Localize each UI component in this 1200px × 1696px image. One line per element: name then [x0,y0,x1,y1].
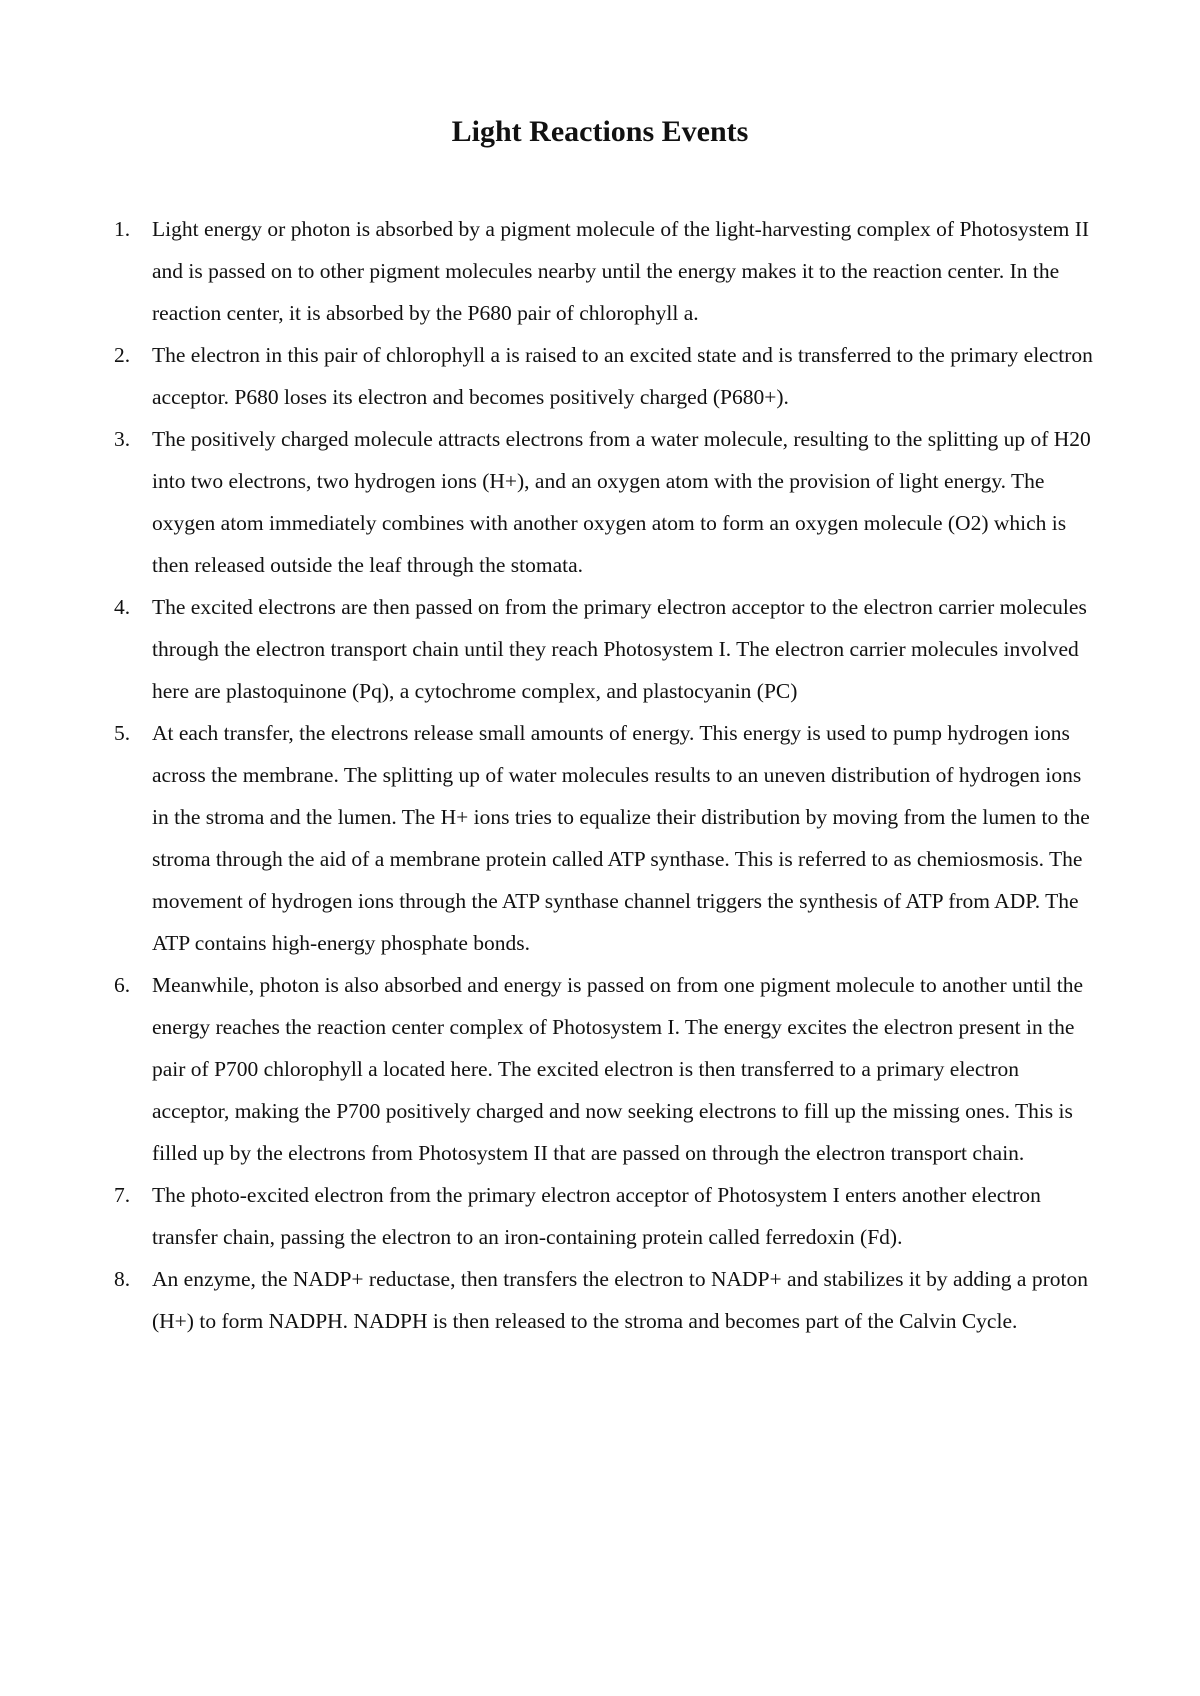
list-item [110,1258,1100,1342]
list-item [110,712,1100,964]
list-item-number: 8. [114,1267,131,1291]
list-item [110,418,1100,586]
page-title: Light Reactions Events [451,115,749,148]
list-item-text: The positively charged molecule attracts electrons from a water molecule, resulting to the splitting up of H20 into two electrons, two hydrogen ions (H+), and an oxygen atom with the provision of light energy. The oxygen atom immediately combines with another oxygen atom to form an oxygen molecule (O2) which is then released outside the leaf through the stomata. [152,427,1091,577]
list-item-number: 5. [114,721,131,745]
list-item-text: The electron in this pair of chlorophyll a is raised to an excited state and is transferred to the primary electron acceptor. P680 loses its electron and becomes positively charged (P680+). [152,343,1093,409]
list-item-text: An enzyme, the NADP+ reductase, then transfers the electron to NADP+ and stabilizes it by adding a proton (H+) to form NADPH. NADPH is then released to the stroma and becomes part of the Calvin Cycle. [152,1267,1088,1333]
list-item-number: 3. [114,427,131,451]
list-item-text: At each transfer, the electrons release small amounts of energy. This energy is used to pump hydrogen ions across the membrane. The splitting up of water molecules results to an uneven distribution of hydrogen ions in the stroma and the lumen. The H+ ions tries to equalize their distribution by moving from the lumen to the stroma through the aid of a membrane protein called ATP synthase. This is referred to as chemiosmosis. The movement of hydrogen ions through the ATP synthase channel triggers the synthesis of ATP from ADP. The ATP contains high-energy phosphate bonds. [152,721,1090,955]
list-item-number: 2. [114,343,131,367]
list-item [110,586,1100,712]
list-item-text: Light energy or photon is absorbed by a pigment molecule of the light-harvesting complex of Photosystem II and is passed on to other pigment molecules nearby until the energy makes it to the reaction center. In the reaction center, it is absorbed by the P680 pair of chlorophyll a. [152,217,1090,325]
list-item [110,208,1100,334]
list-item-number: 4. [114,595,131,619]
list-item-number: 1. [114,217,131,241]
list-item-text: Meanwhile, photon is also absorbed and energy is passed on from one pigment molecule to another until the energy reaches the reaction center complex of Photosystem I. The energy excites the electron present in the pair of P700 chlorophyll a located here. The excited electron is then transferred to a primary electron acceptor, making the P700 positively charged and now seeking electrons to fill up the missing ones. This is filled up by the electrons from Photosystem II that are passed on through the electron transport chain. [152,973,1084,1165]
list-item-text: The excited electrons are then passed on from the primary electron acceptor to the electron carrier molecules through the electron transport chain until they reach Photosystem I. The electron carrier molecules involved here are plastoquinone (Pq), a cytochrome complex, and plastocyanin (PC) [152,595,1087,703]
list-item-number: 6. [114,973,131,997]
list-item-number: 7. [114,1183,131,1207]
list-item [110,964,1100,1174]
list-item [110,334,1100,418]
events-list [110,208,1100,1342]
list-item-text: The photo-excited electron from the primary electron acceptor of Photosystem I enters another electron transfer chain, passing the electron to an iron-containing protein called ferredoxin (Fd). [152,1183,1041,1249]
list-item [110,1174,1100,1258]
